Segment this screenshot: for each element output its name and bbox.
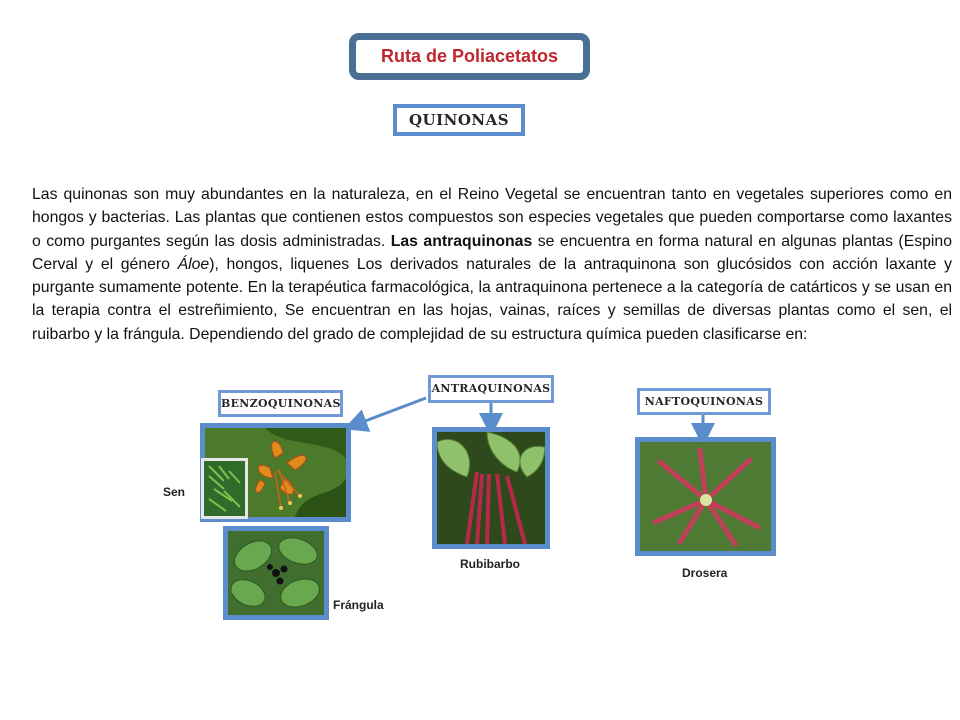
category-antraquinonas-label: ANTRAQUINONAS <box>431 382 551 395</box>
section-heading: QUINONAS <box>408 111 510 129</box>
paragraph-text-2: se encuentra en forma natural en algunas plantas (Espino Cerval y el género <box>32 232 952 273</box>
category-naftoquinonas-label: NAFTOQUINONAS <box>644 395 764 408</box>
paragraph-bold-1: Las antraquinonas <box>390 232 533 250</box>
paragraph-italic-1: Áloe <box>177 255 210 273</box>
label-drosera: Drosera <box>682 566 728 580</box>
arrow-to-benzoquinonas <box>352 398 426 426</box>
category-benzoquinonas-label: BENZOQUINONAS <box>221 397 341 410</box>
ruibarbo-photo <box>432 427 550 549</box>
label-sen: Sen <box>163 485 186 499</box>
label-frangula: Frángula <box>333 598 384 612</box>
category-antraquinonas <box>428 375 554 403</box>
drosera-photo <box>635 437 776 556</box>
category-naftoquinonas <box>637 388 771 415</box>
page-title: Ruta de Poliacetatos <box>380 46 559 66</box>
label-ruibarbo: Rubibarbo <box>460 557 520 571</box>
sen-leaf-inset <box>201 458 248 519</box>
frangula-photo <box>223 526 329 620</box>
paragraph-text-1: Las quinonas son muy abundantes en la naturaleza, en el Reino Vegetal se encuentran tanto en vegetales superiores como en hongos y bacterias. Las plantas que contienen estos compuestos son especies vegetales que pueden comportarse como laxantes o como purgantes según las dosis administradas. <box>32 186 952 250</box>
category-benzoquinonas <box>218 390 343 417</box>
paragraph-text-3: ), hongos, liquenes Los derivados naturales de la antraquinona son glucósidos con acción laxante y purgante sumamente potente. En la terapéutica farmacológica, la antraquinona pertenece a la categoría de catárticos y se usan en la terapia contra el estreñimiento, Se encuentran en las hojas, vainas, raíces y semillas de diversas plantas como el sen, el ruibarbo y la frángula. Dependiendo del grado de complejidad de su estructura química pueden clasificarse en: <box>32 255 952 343</box>
